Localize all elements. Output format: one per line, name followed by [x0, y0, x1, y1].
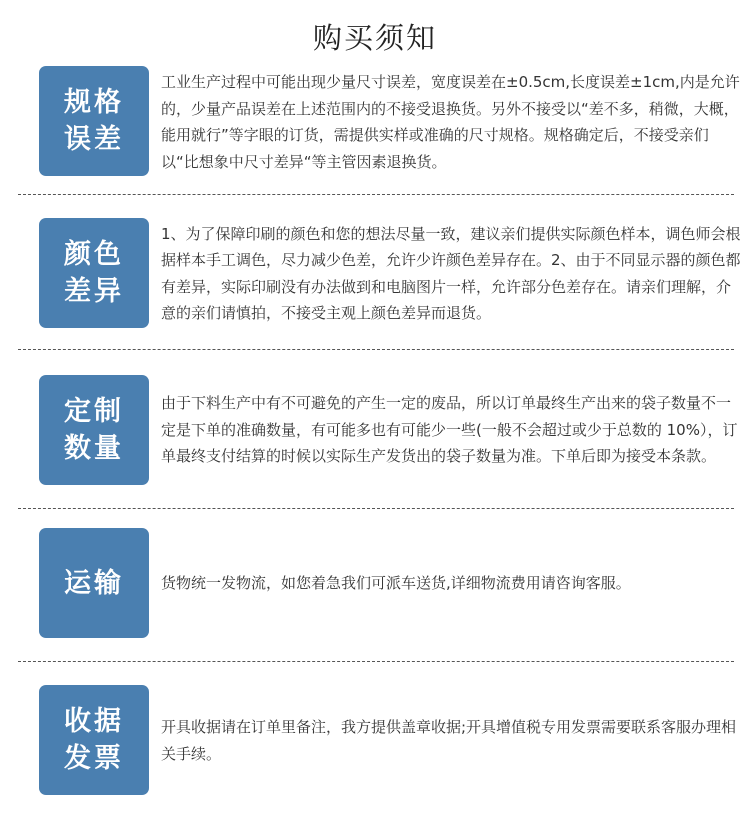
badge-label: 误差 [64, 124, 124, 155]
notice-text-color-difference [161, 207, 744, 340]
notice-text-custom-quantity [161, 377, 744, 483]
badge-color-difference [39, 218, 149, 328]
notice-paragraph: 开具收据请在订单里备注，我方提供盖章收据;开具增值税专用发票需要联系客服办理相关手续。 [161, 718, 737, 763]
badge-label: 规格 [64, 87, 124, 118]
notice-paragraph: 由于下料生产中有不可避免的产生一定的废品，所以订单最终生产出来的袋子数量不一定是下单的准确数量，有可能多也有可能少一些(一般不会超过或少于总数的 10%），订单最终支付结算的时候以实际生产发货出的袋子数量为准。下单后即为接受本条款。 [161, 394, 738, 466]
badge-custom-quantity [39, 375, 149, 485]
divider [18, 508, 734, 509]
badge-label: 定制 [64, 396, 124, 427]
notice-text-receipt-invoice [161, 714, 744, 767]
badge-spec-error [39, 66, 149, 176]
notice-text-spec-error [161, 69, 744, 175]
notice-paragraph: 货物统一发物流，如您着急我们可派车送货,详细物流费用请咨询客服。 [161, 574, 631, 593]
page-title: 购买须知 [312, 21, 437, 55]
notice-text-shipping [161, 570, 744, 597]
divider [18, 349, 734, 350]
badge-label: 收据 [64, 706, 124, 737]
notice-paragraph: 1、为了保障印刷的颜色和您的想法尽量一致，建议亲们提供实际颜色样本，调色师会根据样本手工调色，尽力减少色差，允许少许颜色差异存在。2、由于不同显示器的颜色都有差异，实际印刷没有办法做到和电脑图片一样，允许部分色差存在。请亲们理解，介意的亲们请慎拍，不接受主观上颜色差异而退货。 [161, 224, 741, 322]
badge-label: 运输 [64, 567, 124, 599]
badge-label: 差异 [64, 276, 124, 307]
badge-receipt-invoice [39, 685, 149, 795]
notice-paragraph: 工业生产过程中可能出现少量尺寸误差，宽度误差在±0.5cm,长度误差±1cm,内是允许的，少量产品误差在上述范围内的不接受退换货。另外不接受以“差不多，稍微，大概，能用就行”等字眼的订货，需提供实样或准确的尺寸规格。规格确定后，不接受亲们以“比想象中尺寸差异“等主管因素退换货。 [161, 73, 740, 171]
badge-label: 数量 [64, 433, 124, 464]
divider [18, 194, 734, 195]
divider [18, 661, 734, 662]
badge-shipping [39, 528, 149, 638]
badge-label: 颜色 [64, 239, 124, 270]
badge-label: 发票 [64, 743, 124, 774]
